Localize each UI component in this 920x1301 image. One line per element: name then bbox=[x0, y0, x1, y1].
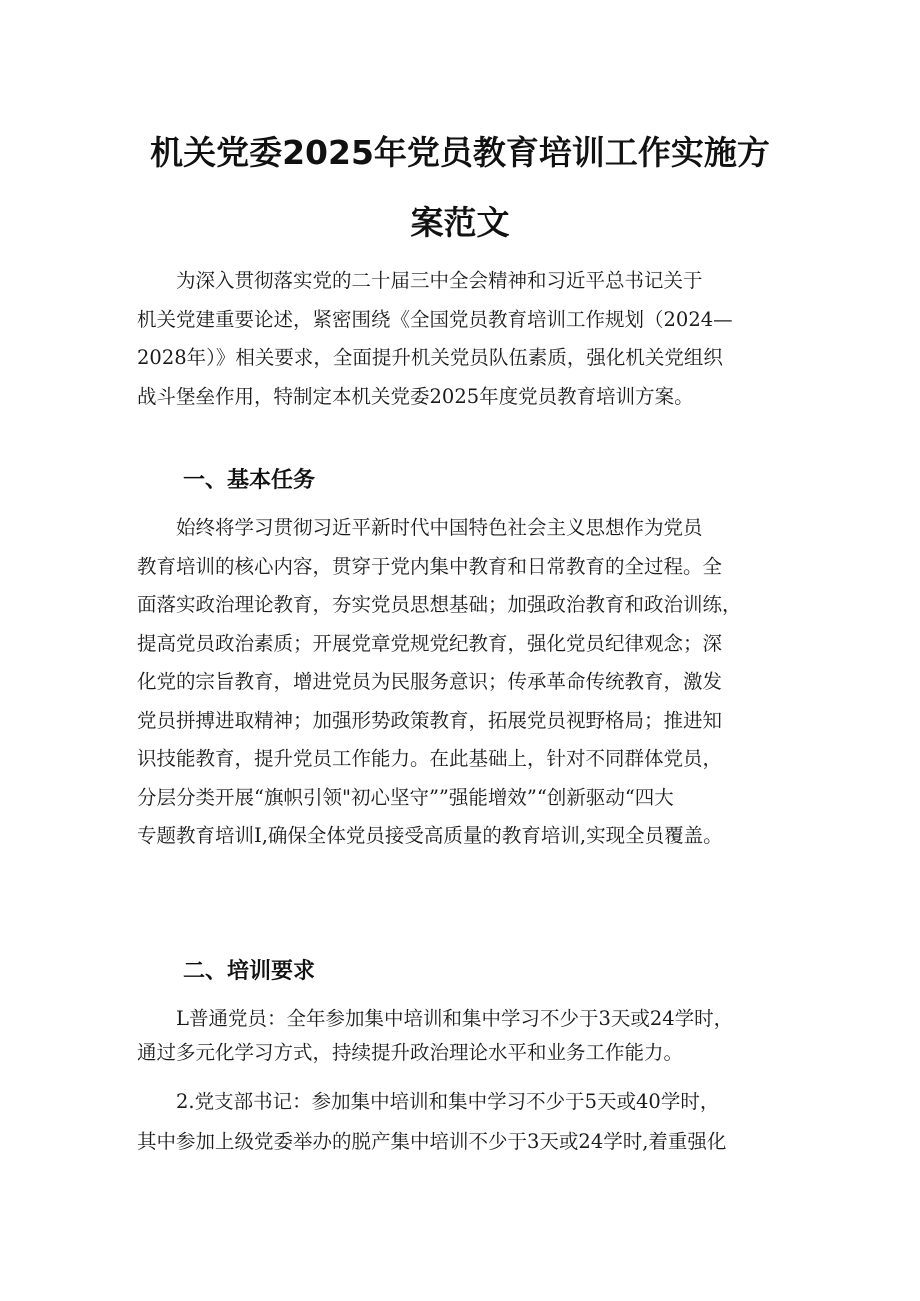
document-title-line-2: 案范文 bbox=[410, 203, 510, 242]
requirement-item-1 bbox=[137, 1002, 793, 1070]
paragraph-line: 机关党建重要论述，紧密围绕《全国党员教育培训工作规划（2024— bbox=[137, 307, 733, 331]
paragraph-line: 化党的宗旨教育，增进党员为民服务意识；传承革命传统教育，激发 bbox=[137, 670, 723, 693]
paragraph-line: 为深入贯彻落实党的二十届三中全会精神和习近平总书记关于 bbox=[137, 269, 703, 292]
paragraph-line: 其中参加上级党委举办的脱产集中培训不少于3天或24学时,着重强化 bbox=[137, 1130, 727, 1153]
paragraph-line: L普通党员：全年参加集中培训和集中学习不少于3天或24学时， bbox=[137, 1007, 734, 1030]
section-heading-basic-tasks: 一、基本任务 bbox=[183, 468, 316, 493]
paragraph-line: 党员拼搏进取精神；加强形势政策教育，拓展党员视野格局；推进知 bbox=[137, 708, 723, 732]
paragraph-line: 专题教育培训I,确保全体党员接受高质量的教育培训,实现全员覆盖。 bbox=[137, 824, 723, 847]
intro-paragraph bbox=[137, 262, 793, 416]
basic-tasks-paragraph bbox=[137, 509, 793, 856]
paragraph-line: 提高党员政治素质；开展党章党规党纪教育，强化党员纪律观念；深 bbox=[137, 631, 723, 655]
paragraph-line: 面落实政治理论教育，夯实党员思想基础；加强政治教育和政治训练， bbox=[137, 593, 742, 616]
paragraph-line: 教育培训的核心内容，贯穿于党内集中教育和日常教育的全过程。全 bbox=[137, 554, 723, 578]
paragraph-line: 通过多元化学习方式，持续提升政治理论水平和业务工作能力。 bbox=[137, 1041, 684, 1064]
paragraph-line: 2.党支部书记：参加集中培训和集中学习不少于5天或40学时， bbox=[137, 1090, 720, 1113]
section-heading-training-requirements: 二、培训要求 bbox=[183, 959, 316, 984]
paragraph-line: 识技能教育，提升党员工作能力。在此基础上，针对不同群体党员， bbox=[137, 747, 723, 770]
paragraph-line: 2028年）》相关要求，全面提升机关党员队伍素质，强化机关党组织 bbox=[137, 346, 723, 369]
paragraph-line: 始终将学习贯彻习近平新时代中国特色社会主义思想作为党员 bbox=[137, 516, 703, 539]
document-title-line-1: 机关党委2025年党员教育培训工作实施方 bbox=[150, 133, 770, 172]
paragraph-line: 战斗堡垒作用，特制定本机关党委2025年度党员教育培训方案。 bbox=[137, 384, 694, 408]
paragraph-line: 分层分类开展“旗帜引领"初心坚守””强能增效”“创新驱动“四大 bbox=[137, 785, 674, 809]
requirement-item-2 bbox=[137, 1082, 793, 1162]
